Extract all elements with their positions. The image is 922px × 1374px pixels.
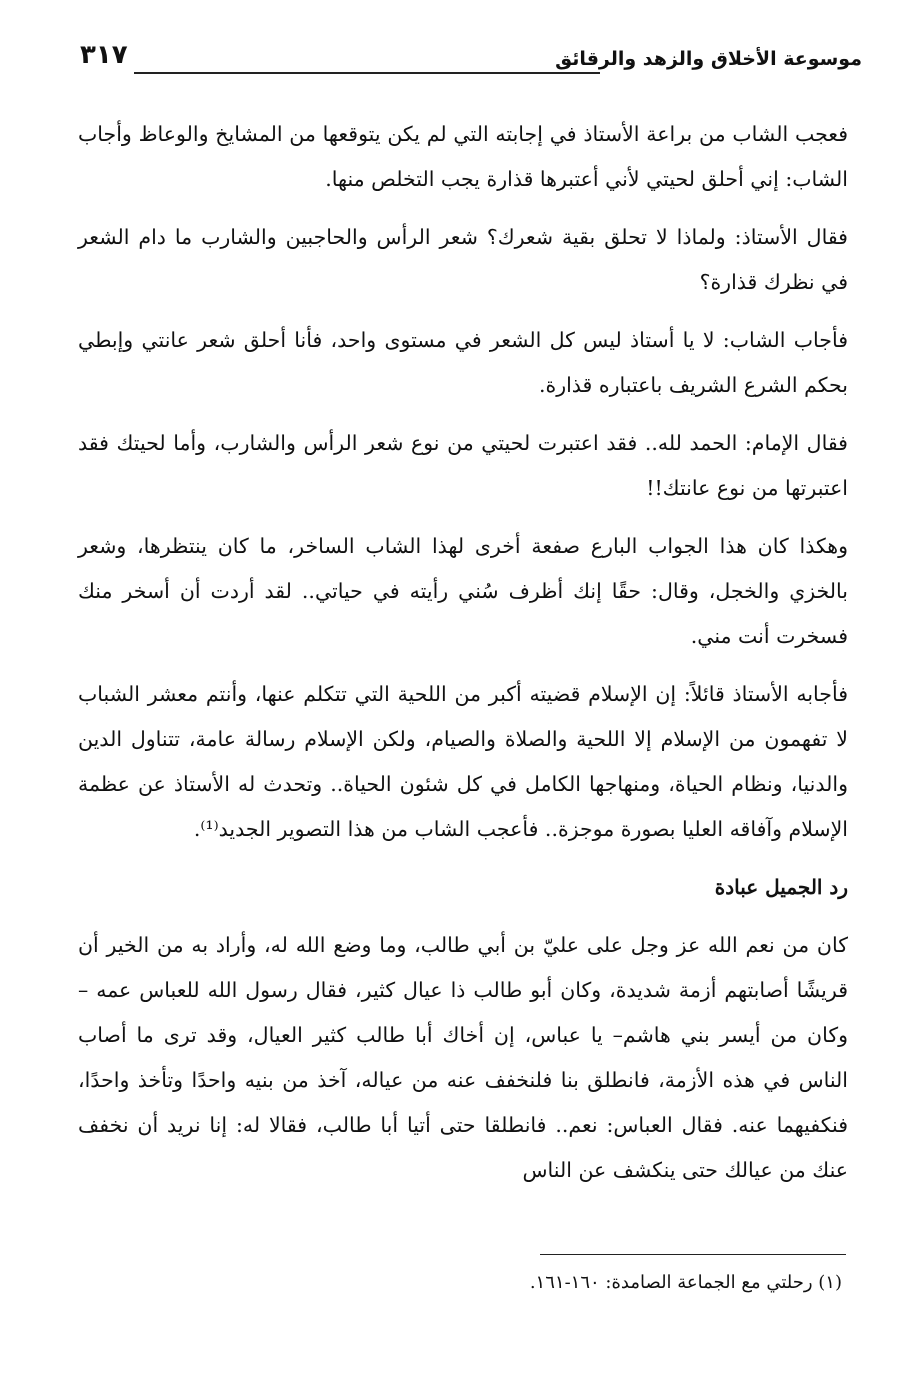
footnote: (١) رحلتي مع الجماعة الصامدة: ١٦٠-١٦١.	[529, 1272, 842, 1293]
paragraph-5: وهكذا كان هذا الجواب البارع صفعة أخرى لهذا الشاب الساخر، ما كان ينتظرها، وشعر بالخزي والخجل، وقال: حقًا إنك أظرف سُني رأيته في حياتي.. لقد أردت أن أسخر منك فسخرت أنت مني.	[78, 534, 848, 648]
paragraph-4: فقال الإمام: الحمد لله.. فقد اعتبرت لحيتي من نوع شعر الرأس والشارب، وأما لحيتك فقد اعتبرتها من نوع عانتك!!	[78, 431, 848, 500]
page-header	[74, 36, 862, 86]
footnote-divider	[540, 1254, 846, 1255]
body-text	[78, 112, 848, 1206]
paragraph-2: فقال الأستاذ: ولماذا لا تحلق بقية شعرك؟ شعر الرأس والحاجبين والشارب ما دام الشعر في نظرك قذارة؟	[78, 225, 848, 294]
paragraph-7: كان من نعم الله عز وجل على عليّ بن أبي طالب، وما وضع الله له، وأراد به من الخير أن قريشًا أصابتهم أزمة شديدة، وكان أبو طالب ذا عيال كثير، فقال رسول الله للعباس عمه –وكان من أيسر بني هاشم– يا عباس، إن أخاك أبا طالب كثير العيال، وقد ترى ما أصاب الناس في هذه الأزمة، فانطلق بنا فلنخفف عنه من عياله، آخذ من بنيه واحدًا وتأخذ واحدًا، فنكفيهما عنه. فقال العباس: نعم.. فانطلقا حتى أتيا أبا طالب، فقالا له: إنا نريد أن نخفف عنك من عيالك حتى ينكشف عن الناس	[78, 933, 848, 1182]
paragraph-6: فأجابه الأستاذ قائلاً: إن الإسلام قضيته أكبر من اللحية التي تتكلم عنها، وأنتم معشر الشباب لا تفهمون من الإسلام إلا اللحية والصلاة والصيام، ولكن الإسلام رسالة عامة، تتناول الدين والدنيا، ونظام الحياة، ومنهاجها الكامل في كل شئون الحياة.. وتحدث له الأستاذ عن عظمة الإسلام وآفاقه العليا بصورة موجزة.. فأعجب الشاب من هذا التصوير الجديد⁽¹⁾.	[78, 682, 848, 841]
page-number: ٣١٧	[80, 40, 128, 70]
book-title: موسوعة الأخلاق والزهد والرقائق	[555, 48, 862, 70]
section-heading: رد الجميل عبادة	[714, 875, 848, 899]
paragraph-3: فأجاب الشاب: لا يا أستاذ ليس كل الشعر في مستوى واحد، فأنا أحلق شعر عانتي وإبطي بحكم الشرع الشريف باعتباره قذارة.	[78, 328, 848, 397]
paragraph-1: فعجب الشاب من براعة الأستاذ في إجابته التي لم يكن يتوقعها من المشايخ والوعاظ وأجاب الشاب: إني أحلق لحيتي لأني أعتبرها قذارة يجب التخلص منها.	[78, 122, 848, 191]
header-rule	[134, 72, 600, 74]
